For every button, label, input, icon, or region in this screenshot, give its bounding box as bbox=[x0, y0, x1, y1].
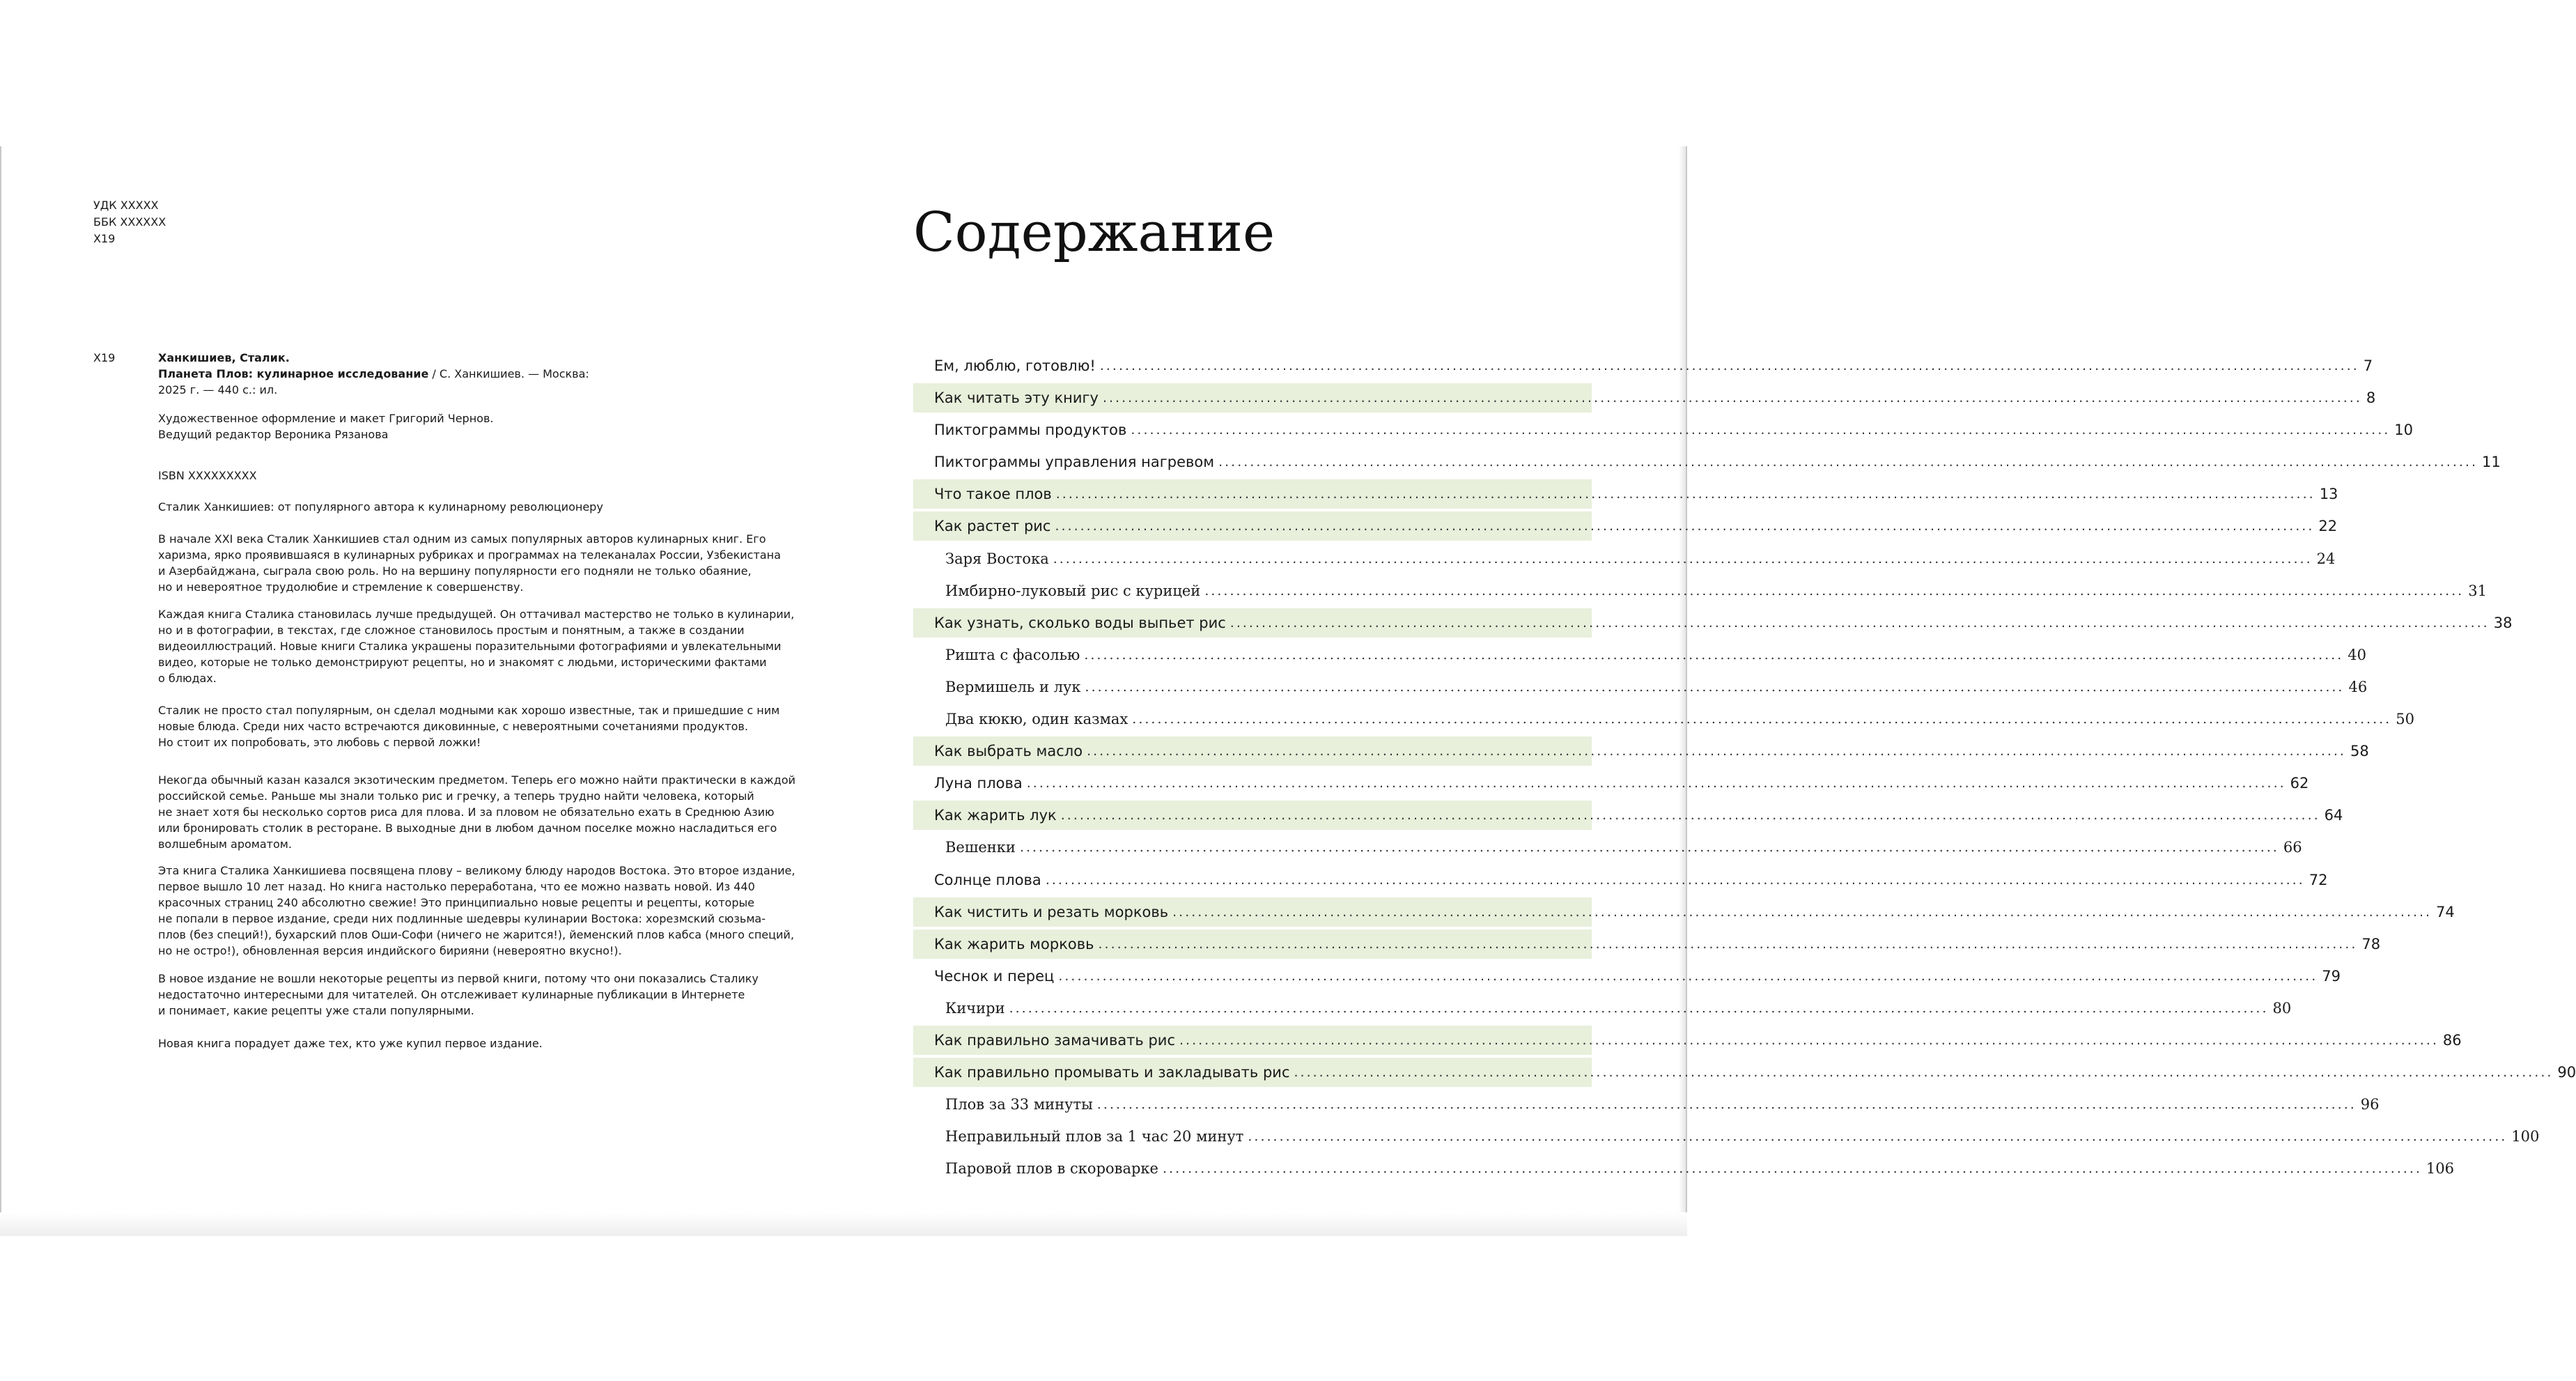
toc-entry-title: Как чистить и резать морковь bbox=[934, 903, 1169, 920]
toc-entry-title: Солнце плова bbox=[934, 871, 1041, 888]
toc-leader-dots: ........................................................................................................................................................................................................ bbox=[1179, 1032, 2439, 1048]
toc-entry[interactable] bbox=[913, 447, 2501, 477]
paragraph-line: Некогда обычный казан казался экзотическим предметом. Теперь его можно найти практически в каждой bbox=[158, 773, 796, 787]
toc-entry[interactable] bbox=[913, 511, 2338, 541]
toc-entry-title: Ришта с фасолью bbox=[945, 646, 1080, 663]
toc-entry-title: Заря Востока bbox=[945, 550, 1049, 567]
book-title: Планета Плов: кулинарное исследование bbox=[158, 367, 429, 380]
toc-entry-title: Ем, люблю, готовлю! bbox=[934, 357, 1096, 374]
imprint: 2025 г. — 440 с.: ил. bbox=[158, 383, 278, 396]
toc-entry-page: 22 bbox=[2318, 518, 2338, 535]
toc-entry-title: Кичири bbox=[945, 999, 1005, 1017]
toc-entry-page: 24 bbox=[2316, 550, 2336, 567]
annotation-paragraph bbox=[158, 863, 796, 959]
toc-entry-page: 38 bbox=[2493, 614, 2513, 631]
credit-line: Художественное оформление и макет Григорий Чернов. bbox=[158, 412, 494, 425]
toc-leader-dots: ........................................................................................................................................................................................................ bbox=[1009, 1000, 2269, 1016]
toc-entry-title: Пиктограммы управления нагревом bbox=[934, 454, 1215, 471]
toc-entry-title: Паровой плов в скороварке bbox=[945, 1160, 1158, 1178]
toc-entry-page: 80 bbox=[2272, 999, 2292, 1017]
isbn bbox=[158, 468, 785, 484]
book-title-line bbox=[158, 366, 785, 382]
author-name: Ханкишиев, Сталик. bbox=[158, 351, 290, 364]
toc-entry-title: Чеснок и перец bbox=[934, 967, 1055, 985]
toc-entry-page: 31 bbox=[2468, 582, 2487, 599]
toc-entry-page: 86 bbox=[2442, 1031, 2462, 1049]
toc-leader-dots: ........................................................................................................................................................................................................ bbox=[1172, 904, 2433, 920]
toc-entry-page: 40 bbox=[2348, 646, 2366, 663]
credits bbox=[158, 410, 785, 442]
author-mark: Х19 bbox=[93, 232, 116, 245]
toc-entry[interactable] bbox=[913, 351, 2373, 380]
toc-entry-title: Как узнать, сколько воды выпьет рис bbox=[934, 614, 1226, 631]
toc-leader-dots: ........................................................................................................................................................................................................ bbox=[1026, 776, 2286, 792]
toc-entry[interactable] bbox=[913, 640, 2366, 670]
paragraph-line: российской семье. Раньше мы знали только рис и гречку, а теперь трудно найти человека, который bbox=[158, 789, 754, 803]
toc-entry-page: 100 bbox=[2511, 1128, 2540, 1145]
toc-entry[interactable] bbox=[913, 833, 2302, 862]
toc-entry-page: 11 bbox=[2482, 454, 2501, 471]
toc-entry-page: 10 bbox=[2394, 422, 2414, 439]
annotation-paragraph bbox=[158, 606, 795, 686]
toc-entry-page: 79 bbox=[2322, 967, 2341, 985]
toc-leader-dots: ........................................................................................................................................................................................................ bbox=[1204, 583, 2465, 599]
toc-entry[interactable] bbox=[913, 672, 2368, 702]
udk-code: УДК XXXXX bbox=[93, 199, 159, 212]
bibliographic-record bbox=[158, 350, 785, 398]
paragraph-line: но и в фотографии, в текстах, где сложное становилось простым и понятным, а также в создании bbox=[158, 624, 745, 637]
paragraph-line: харизма, ярко проявившаяся в кулинарных рубриках и программах на телеканалах России, Узбекистана bbox=[158, 548, 781, 562]
spread-bottom-shadow bbox=[0, 1212, 1687, 1236]
toc-entry-page: 106 bbox=[2426, 1160, 2455, 1178]
toc-entry-title: Плов за 33 минуты bbox=[945, 1096, 1093, 1113]
toc-entry-page: 64 bbox=[2324, 807, 2343, 824]
toc-entry[interactable] bbox=[913, 1058, 2576, 1087]
paragraph-line: не попали в первое издание, среди них подлинные шедевры кулинарии Востока: хорезмский сюзьма- bbox=[158, 912, 766, 925]
paragraph-line: но не остро!), обновленная версия индийского бирияни (невероятно вкусно!). bbox=[158, 944, 622, 957]
paragraph-line: видеоиллюстраций. Новые книги Сталика украшены поразительными фотографиями и увлекательными bbox=[158, 640, 782, 653]
paragraph-line: но и невероятное трудолюбие и стремление к совершенству. bbox=[158, 580, 524, 594]
toc-entry[interactable] bbox=[913, 544, 2336, 573]
toc-leader-dots: ........................................................................................................................................................................................................ bbox=[1098, 936, 2358, 952]
toc-entry[interactable] bbox=[913, 415, 2414, 445]
paragraph-line: Эта книга Сталика Ханкишиева посвящена плову – великому блюду народов Востока. Это второе издание, bbox=[158, 864, 796, 877]
paragraph-line: Но стоит их попробовать, это любовь с первой ложки! bbox=[158, 736, 481, 749]
paragraph-line: и понимает, какие рецепты уже стали популярными. bbox=[158, 1004, 474, 1017]
toc-entry-title: Неправильный плов за 1 час 20 минут bbox=[945, 1128, 1244, 1145]
toc-entry[interactable] bbox=[913, 1122, 2540, 1151]
toc-leader-dots: ........................................................................................................................................................................................................ bbox=[1045, 872, 2305, 888]
toc-entry[interactable] bbox=[913, 994, 2292, 1023]
toc-leader-dots: ........................................................................................................................................................................................................ bbox=[1132, 711, 2392, 727]
toc-entry-page: 46 bbox=[2348, 678, 2368, 695]
toc-entry-page: 58 bbox=[2350, 743, 2369, 760]
toc-entry[interactable] bbox=[913, 865, 2328, 895]
annotation-paragraph bbox=[158, 702, 785, 750]
toc-entry[interactable] bbox=[913, 736, 2369, 766]
toc-entry-title: Как читать эту книгу bbox=[934, 389, 1099, 407]
toc-entry-page: 72 bbox=[2309, 871, 2328, 888]
toc-entry[interactable] bbox=[913, 801, 2343, 830]
toc-entry[interactable] bbox=[913, 897, 2455, 927]
toc-entry[interactable] bbox=[913, 608, 2513, 638]
paragraph-line: Новая книга порадует даже тех, кто уже купил первое издание. bbox=[158, 1037, 543, 1050]
annotation-heading bbox=[158, 499, 785, 515]
paragraph-line: В начале XXI века Сталик Ханкишиев стал одним из самых популярных авторов кулинарных книг. Его bbox=[158, 532, 766, 546]
annotation-heading-text: Сталик Ханкишиев: от популярного автора к кулинарному революционеру bbox=[158, 500, 603, 514]
toc-leader-dots: ........................................................................................................................................................................................................ bbox=[1294, 1065, 2554, 1081]
annotation-paragraph bbox=[158, 971, 785, 1019]
isbn-text: ISBN XXXXXXXXX bbox=[158, 469, 257, 482]
toc-entry-title: Вермишель и лук bbox=[945, 678, 1081, 695]
paragraph-line: В новое издание не вошли некоторые рецепты из первой книги, потому что они показались Сталику bbox=[158, 972, 759, 985]
toc-leader-dots: ........................................................................................................................................................................................................ bbox=[1218, 454, 2478, 470]
annotation-paragraph bbox=[158, 772, 796, 852]
paragraph-line: плов (без специй!), бухарский плов Оши-Софи (ничего не жарится!), йеменский плов кабса (много специй, bbox=[158, 928, 794, 941]
toc-entry-title: Как жарить лук bbox=[934, 807, 1057, 824]
toc-entry[interactable] bbox=[913, 962, 2341, 991]
paragraph-line: волшебным ароматом. bbox=[158, 838, 292, 851]
toc-entry-title: Два кюкю, один казмах bbox=[945, 711, 1128, 728]
paragraph-line: недостаточно интересными для читателей. Он отслеживает кулинарные публикации в Интернете bbox=[158, 988, 745, 1001]
toc-leader-dots: ........................................................................................................................................................................................................ bbox=[1085, 679, 2345, 695]
page-title: Содержание bbox=[913, 201, 1275, 264]
toc-leader-dots: ........................................................................................................................................................................................................ bbox=[1229, 615, 2490, 631]
toc-leader-dots: ........................................................................................................................................................................................................ bbox=[1084, 647, 2344, 663]
credit-line: Ведущий редактор Вероника Рязанова bbox=[158, 428, 389, 441]
toc-entry-page: 62 bbox=[2290, 775, 2309, 792]
toc-entry-title: Как правильно замачивать рис bbox=[934, 1031, 1175, 1049]
paragraph-line: красочных страниц 240 абсолютно свежие! Это принципиально новые рецепты и рецепты, которые bbox=[158, 896, 754, 909]
toc-entry-page: 7 bbox=[2363, 357, 2373, 374]
toc-leader-dots: ........................................................................................................................................................................................................ bbox=[1096, 1097, 2357, 1113]
classification-codes bbox=[93, 197, 166, 247]
toc-entry-page: 74 bbox=[2436, 903, 2455, 920]
paragraph-line: о блюдах. bbox=[158, 672, 217, 685]
toc-leader-dots: ........................................................................................................................................................................................................ bbox=[1163, 1161, 2422, 1177]
bbk-code: ББК XXXXXX bbox=[93, 215, 166, 229]
paragraph-line: новые блюда. Среди них часто встречаются диковинные, с невероятными сочетаниями продуктов. bbox=[158, 720, 748, 733]
annotation-paragraph bbox=[158, 531, 785, 595]
paragraph-line: не знает хотя бы несколько сортов риса для плова. И за пловом не обязательно ехать в Среднюю Азию bbox=[158, 805, 775, 819]
toc-leader-dots: ........................................................................................................................................................................................................ bbox=[1060, 808, 2320, 824]
toc-entry-title: Как правильно промывать и закладывать рис bbox=[934, 1064, 1290, 1081]
toc-entry[interactable] bbox=[913, 1090, 2380, 1119]
toc-leader-dots: ........................................................................................................................................................................................................ bbox=[1053, 550, 2313, 566]
toc-leader-dots: ........................................................................................................................................................................................................ bbox=[1019, 840, 2279, 856]
paragraph-line: Сталик не просто стал популярным, он сделал модными как хорошо известные, так и пришедшие с ним bbox=[158, 704, 780, 717]
toc-entry-title: Как растет рис bbox=[934, 518, 1051, 535]
paragraph-line: или бронировать столик в ресторане. В выходные дни в любом дачном поселке можно насладиться его bbox=[158, 821, 777, 835]
toc-entry-title: Вешенки bbox=[945, 839, 1016, 856]
toc-leader-dots: ........................................................................................................................................................................................................ bbox=[1131, 422, 2391, 438]
toc-leader-dots: ........................................................................................................................................................................................................ bbox=[1248, 1129, 2508, 1145]
toc-entry-title: Что такое плов bbox=[934, 486, 1052, 503]
toc-entry-page: 50 bbox=[2396, 711, 2414, 728]
toc-entry[interactable] bbox=[913, 479, 2338, 509]
toc-leader-dots: ........................................................................................................................................................................................................ bbox=[1102, 390, 2362, 406]
toc-entry-page: 13 bbox=[2319, 486, 2338, 503]
toc-entry-page: 8 bbox=[2366, 389, 2376, 407]
paragraph-line: первое вышло 10 лет назад. Но книга настолько переработана, что ее можно назвать новой. Из 440 bbox=[158, 880, 755, 893]
toc-entry[interactable] bbox=[913, 1154, 2455, 1183]
toc-entry-title: Луна плова bbox=[934, 775, 1023, 792]
toc-entry[interactable] bbox=[913, 929, 2381, 959]
toc-entry[interactable] bbox=[913, 576, 2487, 605]
toc-entry-title: Пиктограммы продуктов bbox=[934, 422, 1127, 439]
toc-entry-title: Как жарить морковь bbox=[934, 935, 1094, 952]
toc-entry-title: Имбирно-луковый рис с курицей bbox=[945, 582, 1201, 599]
toc-entry[interactable] bbox=[913, 1026, 2462, 1055]
toc-entry-page: 96 bbox=[2360, 1096, 2380, 1113]
bib-author-mark: Х19 bbox=[93, 351, 116, 364]
table-of-contents bbox=[913, 351, 2576, 1186]
toc-entry-title: Как выбрать масло bbox=[934, 743, 1083, 760]
annotation-paragraph bbox=[158, 1035, 785, 1051]
toc-entry[interactable] bbox=[913, 383, 2376, 412]
paragraph-line: видео, которые не только демонстрируют рецепты, но и знакомят с людьми, историческими фактами bbox=[158, 656, 767, 669]
toc-entry[interactable] bbox=[913, 769, 2309, 798]
toc-entry[interactable] bbox=[913, 704, 2414, 734]
book-title-rest: / С. Ханкишиев. — Москва: bbox=[428, 367, 589, 380]
toc-leader-dots: ........................................................................................................................................................................................................ bbox=[1099, 358, 2359, 373]
toc-entry-page: 90 bbox=[2557, 1064, 2576, 1081]
toc-leader-dots: ........................................................................................................................................................................................................ bbox=[1055, 486, 2315, 502]
toc-leader-dots: ........................................................................................................................................................................................................ bbox=[1058, 968, 2318, 984]
paragraph-line: и Азербайджана, сыграла свою роль. Но на вершину популярности его подняли не только обаяние, bbox=[158, 564, 752, 578]
toc-leader-dots: ........................................................................................................................................................................................................ bbox=[1055, 518, 2315, 534]
toc-leader-dots: ........................................................................................................................................................................................................ bbox=[1087, 743, 2346, 759]
toc-entry-page: 78 bbox=[2361, 935, 2381, 952]
paragraph-line: Каждая книга Сталика становилась лучше предыдущей. Он оттачивал мастерство не только в кулинарии, bbox=[158, 608, 795, 621]
toc-entry-page: 66 bbox=[2283, 839, 2302, 856]
